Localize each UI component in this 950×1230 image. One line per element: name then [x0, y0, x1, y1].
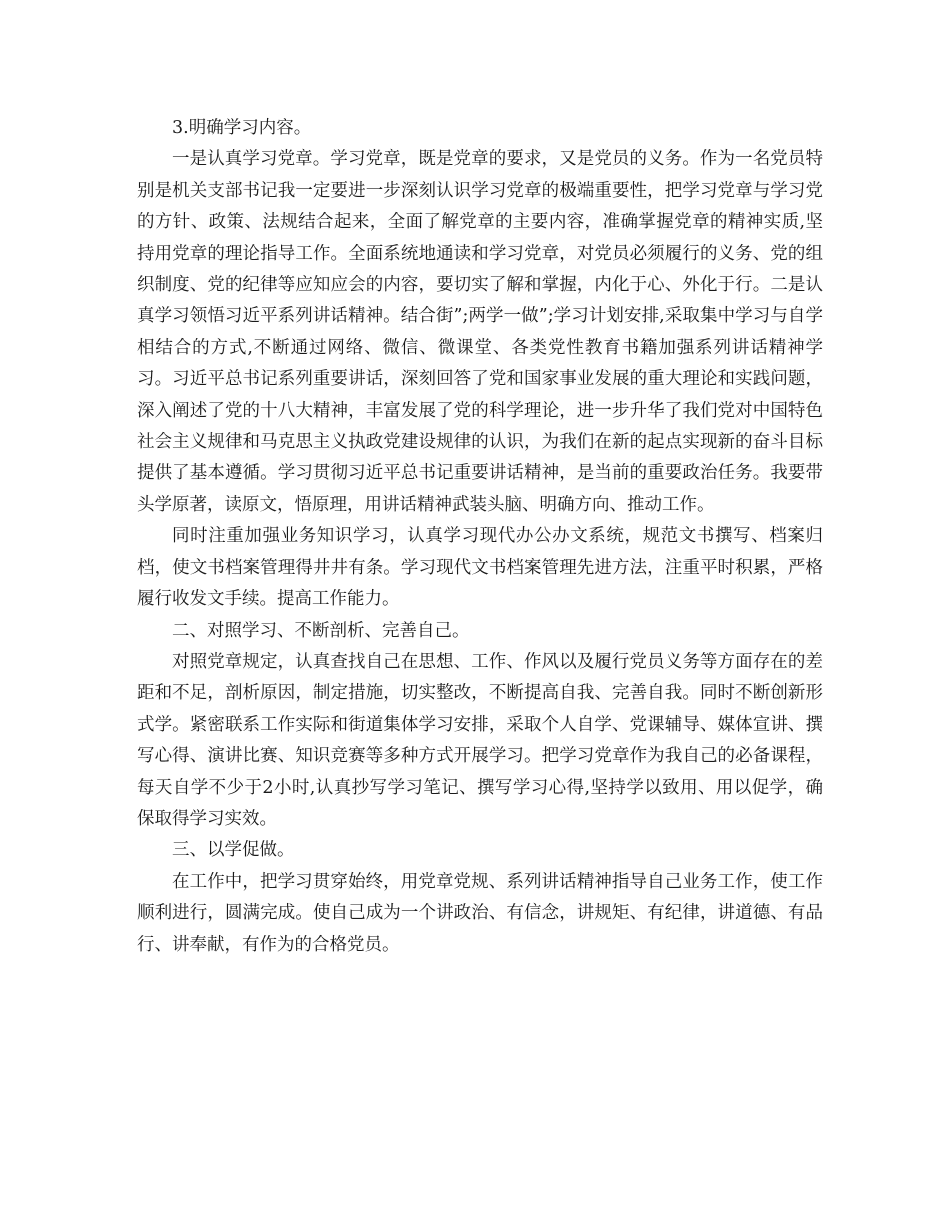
paragraph-self-analysis: 对照党章规定，认真查找自己在思想、工作、作风以及履行党员义务等方面存在的差距和不足，剖析原因，制定措施，切实整改，不断提高自我、完善自我。同时不断创新形式学。紧密联系工作实际和街道集体学习安排，采取个人自学、党课辅导、媒体宣讲、撰写心得、演讲比赛、知识竞赛等多种方式开展学习。把学习党章作为我自己的必备课程，每天自学不少于2小时,认真抄写学习笔记、撰写学习心得,坚持学以致用、用以促学，确保取得学习实效。	[137, 651, 823, 829]
document-body	[137, 113, 823, 961]
section-heading-learn-to-act: 三、以学促做。	[172, 840, 295, 861]
paragraph-learn-to-act: 在工作中，把学习贯穿始终，用党章党规、系列讲话精神指导自己业务工作，使工作顺利进行，圆满完成。使自己成为一个讲政治、有信念，讲规矩、有纪律，讲道德、有品行、讲奉献，有作为的合格党员。	[137, 871, 823, 955]
paragraph-business-knowledge: 同时注重加强业务知识学习，认真学习现代办公办文系统，规范文书撰写、档案归档，使文书档案管理得井井有条。学习现代文书档案管理先进方法，注重平时积累，严格履行收发文手续。提高工作能力。	[137, 526, 823, 610]
paragraph-study-party-constitution: 一是认真学习党章。学习党章，既是党章的要求，又是党员的义务。作为一名党员特别是机关支部书记我一定要进一步深刻认识学习党章的极端重要性，把学习党章与学习党的方针、政策、法规结合起来，全面了解党章的主要内容，准确掌握党章的精神实质,坚持用党章的理论指导工作。全面系统地通读和学习党章，对党员必须履行的义务、党的组织制度、党的纪律等应知应会的内容，要切实了解和掌握，内化于心、外化于行。二是认真学习领悟习近平系列讲话精神。结合街”;两学一做”;学习计划安排,采取集中学习与自学相结合的方式,不断通过网络、微信、微课堂、各类党性教育书籍加强系列讲话精神学习。习近平总书记系列重要讲话，深刻回答了党和国家事业发展的重大理论和实践问题，深入阐述了党的十八大精神，丰富发展了党的科学理论，进一步升华了我们党对中国特色社会主义规律和马克思主义执政党建设规律的认识，为我们在新的起点实现新的奋斗目标提供了基本遵循。学习贯彻习近平总书记重要讲话精神，是当前的重要政治任务。我要带头学原著，读原文，悟原理，用讲话精神武装头脑、明确方向、推动工作。	[137, 149, 823, 515]
section-heading-self-analysis: 二、对照学习、不断剖析、完善自己。	[172, 620, 470, 641]
section-heading-learning-content: 3.明确学习内容。	[172, 118, 312, 138]
